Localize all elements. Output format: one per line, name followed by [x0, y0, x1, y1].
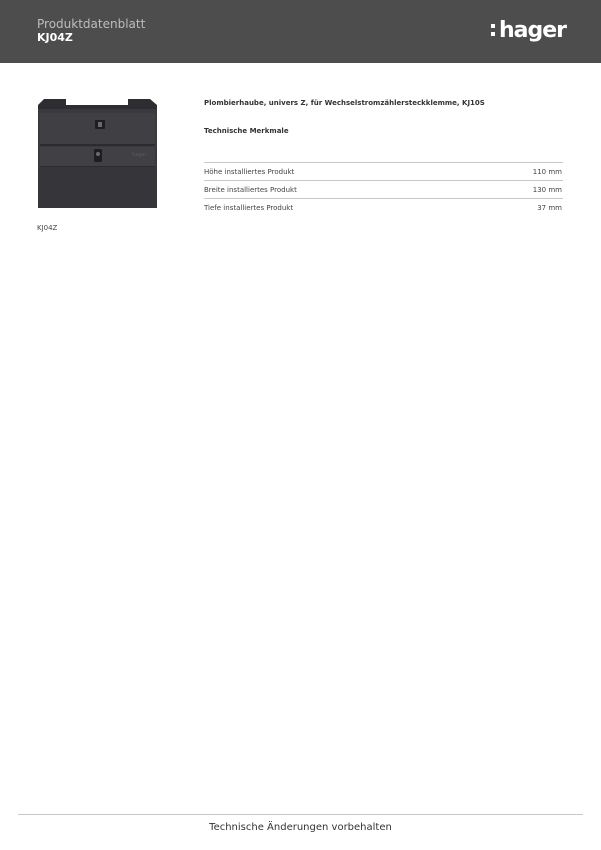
spec-label: Höhe installiertes Produkt	[204, 167, 295, 176]
image-caption: KJ04Z	[37, 224, 58, 232]
table-row	[204, 162, 563, 180]
product-code: KJ04Z	[37, 31, 73, 44]
spec-value: 37 mm	[537, 203, 562, 212]
embossed-brand: hager	[132, 152, 147, 158]
logo-text: hager	[499, 18, 567, 43]
logo-dots-icon	[491, 19, 496, 39]
hager-logo	[491, 17, 566, 45]
spec-label: Breite installiertes Produkt	[204, 185, 297, 194]
table-row	[204, 198, 563, 216]
page-header	[0, 0, 601, 63]
product-description: Plombierhaube, univers Z, für Wechselstromzählersteckklemme, KJ10S	[204, 99, 485, 107]
specs-table	[204, 162, 563, 216]
footer-divider	[18, 814, 583, 815]
specs-section-title: Technische Merkmale	[204, 127, 289, 135]
table-row	[204, 180, 563, 198]
spec-value: 110 mm	[532, 167, 562, 176]
spec-label: Tiefe installiertes Produkt	[204, 203, 294, 212]
document-title: Produktdatenblatt	[37, 17, 146, 31]
product-image	[36, 97, 158, 212]
footer-text: Technische Änderungen vorbehalten	[209, 822, 392, 833]
spec-value: 130 mm	[532, 185, 562, 194]
